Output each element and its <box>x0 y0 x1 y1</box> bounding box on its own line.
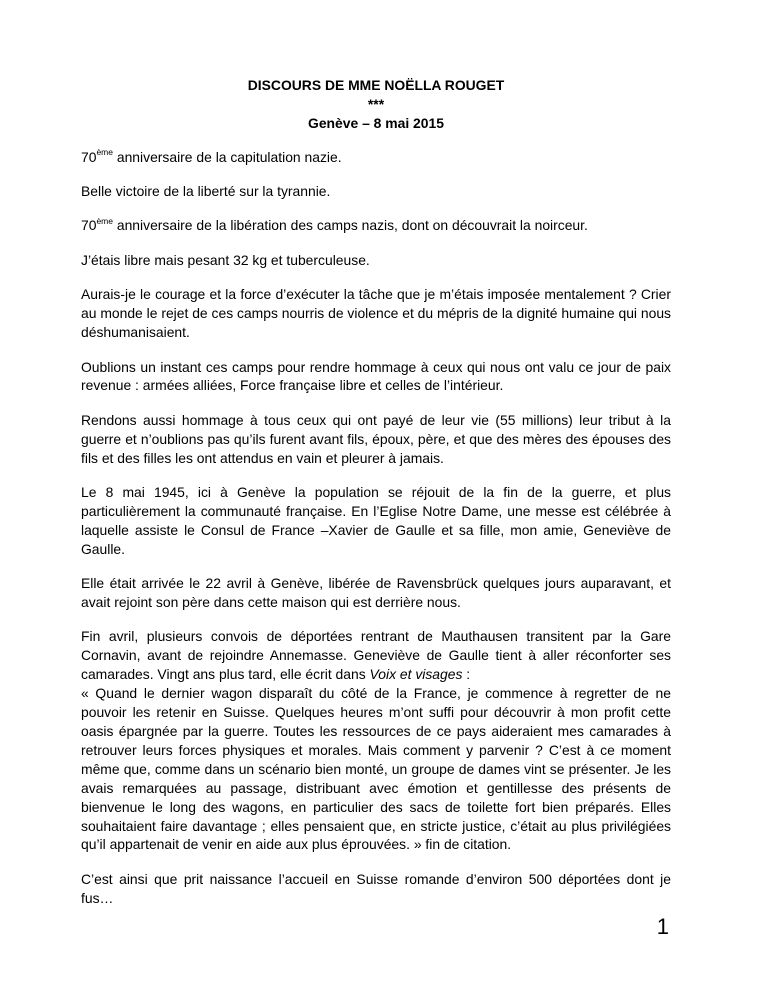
title-separator: *** <box>367 95 385 112</box>
paragraph-4: J’étais libre mais pesant 32 kg et tuberculeuse. <box>81 251 370 268</box>
paragraph-10 <box>81 627 671 854</box>
paragraph-2: Belle victoire de la liberté sur la tyrannie. <box>81 183 331 200</box>
ordinal-number: 70 <box>81 148 97 165</box>
place-date: Genève – 8 mai 2015 <box>308 114 444 131</box>
paragraph-text: : <box>462 666 471 683</box>
paragraph-9: Elle était arrivée le 22 avril à Genève, libérée de Ravensbrück quelques jours auparavant, et avait rejoint son père dans cette maison qui est derrière nous. <box>81 575 671 611</box>
document-title: DISCOURS DE MME NOËLLA ROUGET <box>247 77 505 93</box>
quotation: « Quand le dernier wagon disparaît du côté de la France, je commence à regretter de ne pouvoir les retenir en Suisse. Quelques heures m’ont suffi pour découvrir à mon profit cette oasis épargnée par la guerre. Toutes les ressources de ce pays aideraient mes camarades à retrouver leurs forces physiques et morales. Mais comment y parvenir ? C’est à ce moment même que, comme dans un scénario bien monté, un groupe de dames vint se présenter. Je les avais remarquées au passage, distribuant avec émotion et gentillesse des présents de bienvenue le long des wagons, en particulier des sacs de toilette fort bien préparés. Elles souhaitaient faire davantage ; elles pensaient que, en stricte justice, c’était au plus privilégiées qu’il appartenait de venir en aide aux plus éprouvées. » fin de citation. <box>81 685 671 853</box>
paragraph-8: Le 8 mai 1945, ici à Genève la population se réjouit de la fin de la guerre, et plus particulièrement la communauté française. En l’Eglise Notre Dame, une messe est célébrée à laquelle assiste le Consul de France –Xavier de Gaulle et sa fille, mon amie, Geneviève de Gaulle. <box>81 484 671 557</box>
ordinal-suffix: ème <box>96 215 113 226</box>
paragraph-11: C’est ainsi que prit naissance l’accueil en Suisse romande d’environ 500 déportées dont je fus… <box>81 870 671 906</box>
paragraph-1 <box>81 148 671 167</box>
ordinal-suffix: ème <box>96 147 113 158</box>
paragraph-text: anniversaire de la capitulation nazie. <box>113 148 342 165</box>
document-body <box>81 76 671 923</box>
page-number: 1 <box>656 914 669 939</box>
paragraph-3 <box>81 216 671 235</box>
paragraph-text: anniversaire de la libération des camps nazis, dont on découvrait la noirceur. <box>113 217 588 234</box>
paragraph-5: Aurais-je le courage et la force d’exécuter la tâche que je m’étais imposée mentalement ? Crier au monde le rejet de ces camps nourris de violence et du mépris de la dignité humaine qui nous déshumanisaient. <box>81 286 671 341</box>
document-heading <box>81 76 671 133</box>
paragraph-7: Rendons aussi hommage à tous ceux qui ont payé de leur vie (55 millions) leur tribut à la guerre et n’oublions pas qu’ils furent avant fils, époux, père, et que des mères des épouses des fils et des filles les ont attendus en vain et pleurer à jamais. <box>81 411 671 466</box>
paragraph-6: Oublions un instant ces camps pour rendre hommage à ceux qui nous ont valu ce jour de paix revenue : armées alliées, Force française libre et celles de l’intérieur. <box>81 358 671 394</box>
paragraph-text: Fin avril, plusieurs convois de déportées rentrant de Mauthausen transitent par la Gare Cornavin, avant de rejoindre Annemasse. Geneviève de Gaulle tient à aller réconforter ses camarades. Vingt ans plus tard, elle écrit dans <box>81 628 671 683</box>
book-title: Voix et visages <box>369 666 463 683</box>
ordinal-number: 70 <box>81 217 97 234</box>
